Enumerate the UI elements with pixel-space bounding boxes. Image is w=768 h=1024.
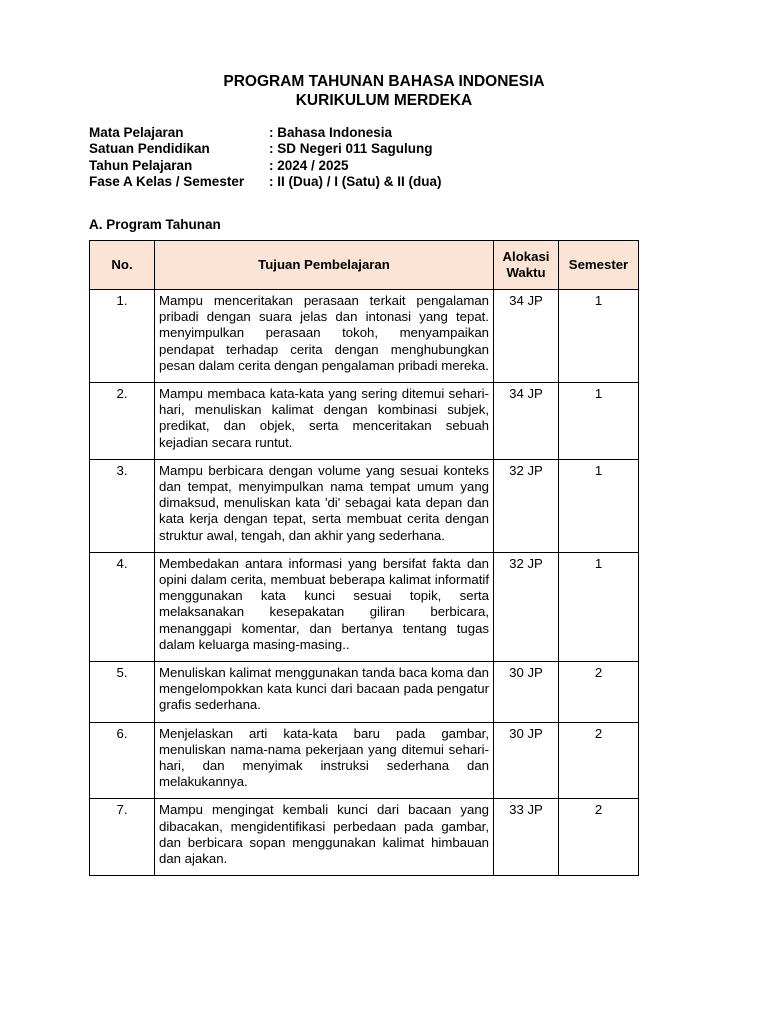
cell-semester: 1 [559, 290, 639, 383]
cell-semester: 1 [559, 459, 639, 552]
identity-row-subject [89, 125, 442, 141]
identity-row-year [89, 158, 442, 174]
cell-semester: 1 [559, 552, 639, 661]
cell-tujuan: Membedakan antara informasi yang bersifat fakta dan opini dalam cerita, membuat beberapa kalimat informatif menggunakan kata kunci sesuai topik, serta melaksanakan kesepakatan giliran berbicara, menanggapi komentar, dan bertanya tentang tugas dalam keluarga masing-masing.. [155, 552, 494, 661]
identity-block [89, 125, 442, 190]
identity-label: Satuan Pendidikan [89, 141, 210, 157]
header-no: No. [90, 241, 155, 290]
cell-alokasi: 32 JP [494, 552, 559, 661]
header-tujuan: Tujuan Pembelajaran [155, 241, 494, 290]
table-row [90, 290, 639, 383]
table-row [90, 383, 639, 460]
cell-no: 7. [90, 799, 155, 876]
identity-value: : Bahasa Indonesia [269, 125, 393, 140]
cell-semester: 2 [559, 799, 639, 876]
cell-semester: 2 [559, 722, 639, 799]
identity-value: : 2024 / 2025 [269, 157, 349, 173]
header-semester: Semester [559, 241, 639, 290]
cell-no: 5. [90, 662, 155, 723]
cell-tujuan: Menuliskan kalimat menggunakan tanda baca koma dan mengelompokkan kata kunci dari bacaan pada pengatur grafis sederhana. [155, 662, 494, 723]
cell-no: 6. [90, 722, 155, 799]
document-subtitle: KURIKULUM MERDEKA [295, 92, 473, 109]
identity-label: Tahun Pelajaran [89, 157, 193, 173]
identity-value: : SD Negeri 011 Sagulung [269, 141, 433, 157]
cell-tujuan: Mampu membaca kata-kata yang sering ditemui sehari-hari, menuliskan kalimat dengan kombinasi subjek, predikat, dan objek, serta menceritakan sebuah kejadian secara runtut. [155, 383, 494, 460]
cell-tujuan: Mampu mengingat kembali kunci dari bacaan yang dibacakan, mengidentifikasi perbedaan pada gambar, dan berbicara sopan menggunakan kalimat himbauan dan ajakan. [155, 799, 494, 876]
header-alokasi: Alokasi Waktu [494, 241, 559, 290]
table-header-row [90, 241, 639, 290]
cell-alokasi: 34 JP [494, 290, 559, 383]
identity-row-school [89, 141, 442, 157]
cell-alokasi: 32 JP [494, 459, 559, 552]
table-row [90, 662, 639, 723]
identity-row-phase [89, 174, 442, 190]
table-row [90, 799, 639, 876]
cell-tujuan: Mampu berbicara dengan volume yang sesuai konteks dan tempat, menyimpulkan nama tempat umum yang dimaksud, menuliskan kata 'di' sebagai kata depan dan kata kerja dengan tepat, serta membuat cerita dengan struktur awal, tengah, dan akhir yang sederhana. [155, 459, 494, 552]
cell-alokasi: 33 JP [494, 799, 559, 876]
cell-tujuan: Menjelaskan arti kata-kata baru pada gambar, menuliskan nama-nama pekerjaan yang ditemui sehari-hari, dan menyimak instruksi sederhana dan melakukannya. [155, 722, 494, 799]
cell-semester: 2 [559, 662, 639, 723]
identity-value: : II (Dua) / I (Satu) & II (dua) [269, 173, 442, 189]
identity-label: Mata Pelajaran [89, 125, 184, 140]
section-heading: A. Program Tahunan [89, 217, 221, 232]
cell-semester: 1 [559, 383, 639, 460]
table-row [90, 552, 639, 661]
cell-alokasi: 30 JP [494, 722, 559, 799]
table-row [90, 459, 639, 552]
cell-no: 4. [90, 552, 155, 661]
cell-alokasi: 34 JP [494, 383, 559, 460]
cell-no: 1. [90, 290, 155, 383]
cell-no: 2. [90, 383, 155, 460]
cell-no: 3. [90, 459, 155, 552]
cell-alokasi: 30 JP [494, 662, 559, 723]
document-title: PROGRAM TAHUNAN BAHASA INDONESIA [223, 73, 545, 90]
table-row [90, 722, 639, 799]
annual-program-table [89, 240, 639, 876]
identity-label: Fase A Kelas / Semester [89, 173, 245, 189]
cell-tujuan: Mampu menceritakan perasaan terkait pengalaman pribadi dengan suara jelas dan intonasi yang tepat. menyimpulkan perasaan tokoh, menyampaikan pendapat terhadap cerita dengan menghubungkan pesan dalam cerita dengan pengalaman pribadi mereka. [155, 290, 494, 383]
